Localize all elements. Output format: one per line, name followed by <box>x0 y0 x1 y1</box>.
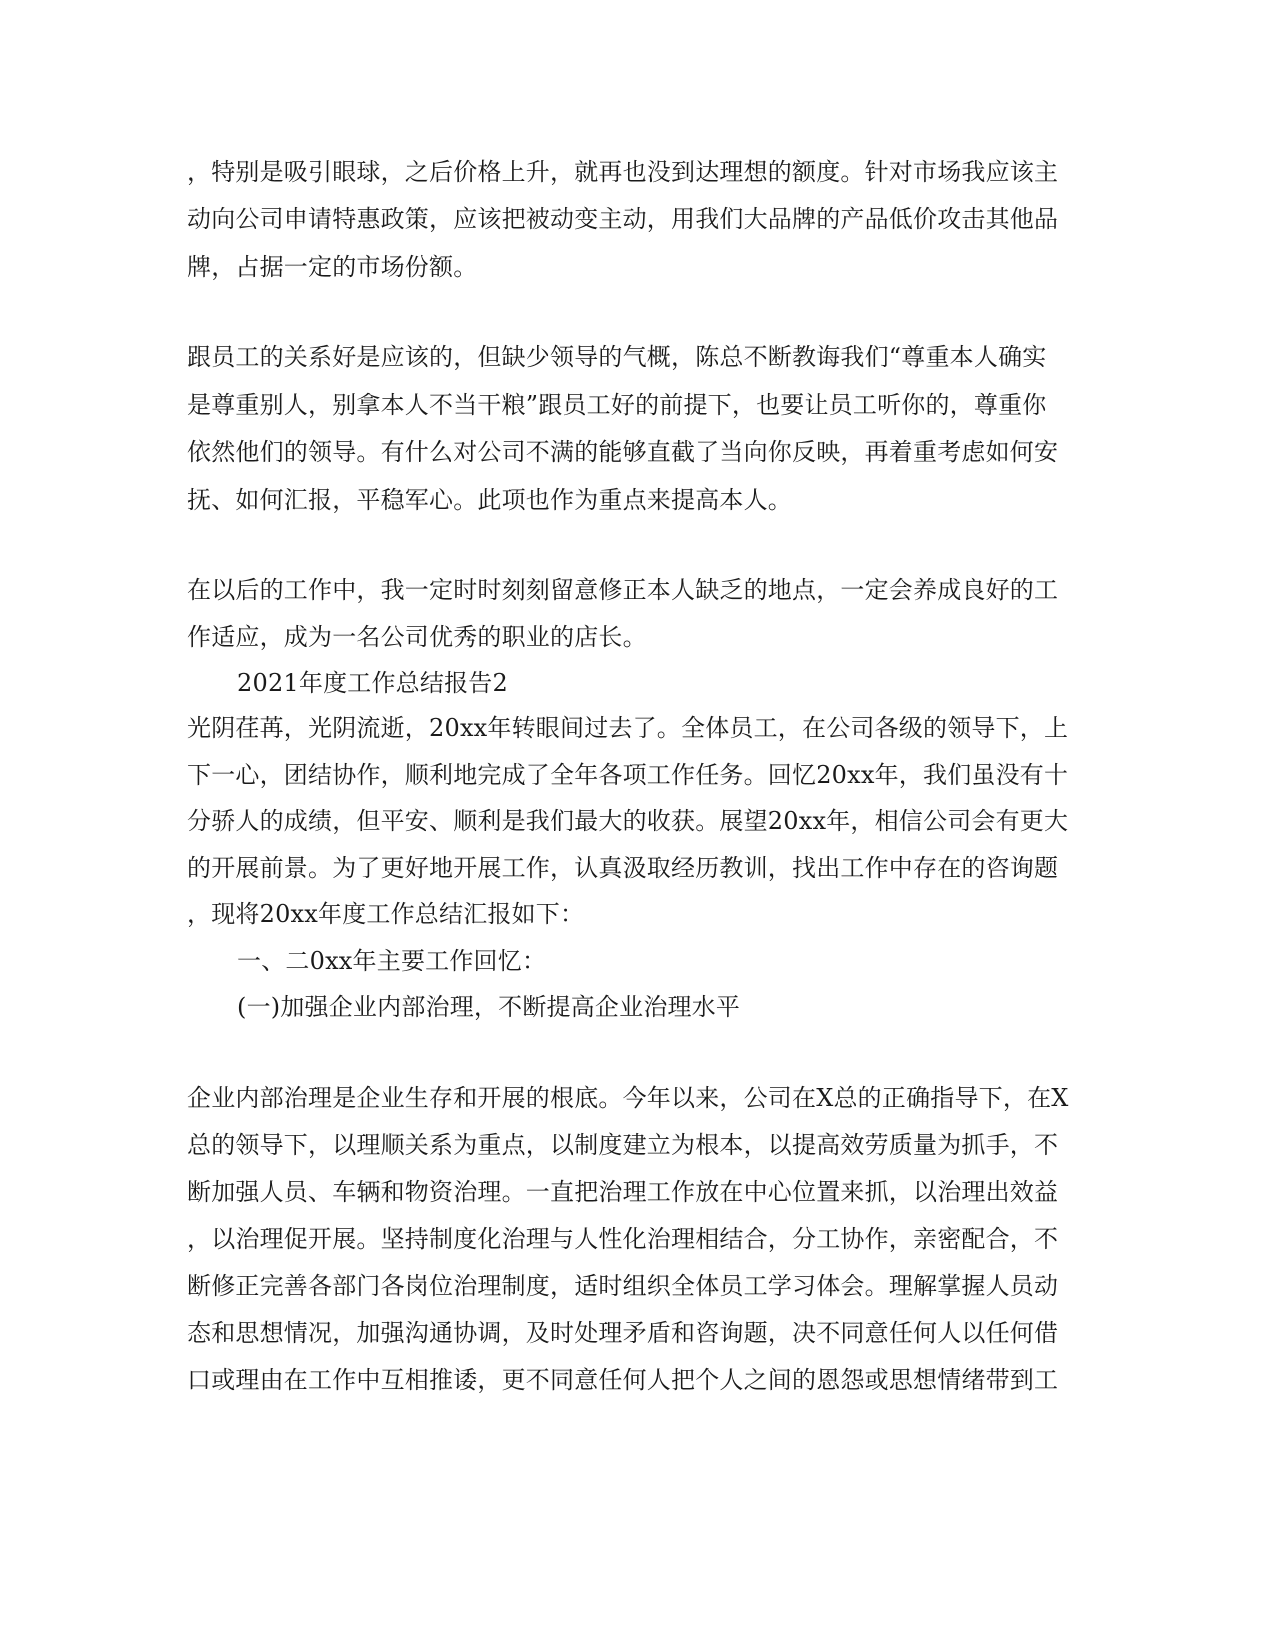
section-title: 一、二0xx年主要工作回忆： <box>237 947 547 975</box>
text-line: ，以治理促开展。坚持制度化治理与人性化治理相结合，分工协作，亲密配合，不 <box>187 1225 1059 1253</box>
text-line: 抚、如何汇报，平稳军心。此项也作为重点来提高本人。 <box>187 486 792 514</box>
text-line: 的开展前景。为了更好地开展工作，认真汲取经历教训，找出工作中存在的咨询题 <box>187 854 1059 882</box>
text-line: 断修正完善各部门各岗位治理制度，适时组织全体员工学习体会。理解掌握人员动 <box>187 1272 1059 1300</box>
text-line: 态和思想情况，加强沟通协调，及时处理矛盾和咨询题，决不同意任何人以任何借 <box>187 1319 1059 1347</box>
text-line: 作适应，成为一名公司优秀的职业的店长。 <box>187 623 647 651</box>
text-line: 牌，占据一定的市场份额。 <box>187 253 478 281</box>
report-heading: 2021年度工作总结报告2 <box>237 669 508 697</box>
text-line: 分骄人的成绩，但平安、顺利是我们最大的收获。展望20xx年，相信公司会有更大 <box>187 807 1069 835</box>
text-line: 在以后的工作中，我一定时时刻刻留意修正本人缺乏的地点，一定会养成良好的工 <box>187 576 1059 604</box>
text-line: 总的领导下，以理顺关系为重点，以制度建立为根本，以提高效劳质量为抓手，不 <box>187 1131 1059 1159</box>
text-line: 动向公司申请特惠政策，应该把被动变主动，用我们大品牌的产品低价攻击其他品 <box>187 205 1059 233</box>
text-line: 光阴荏苒，光阴流逝，20xx年转眼间过去了。全体员工，在公司各级的领导下，上 <box>187 714 1069 742</box>
text-line: 口或理由在工作中互相推诿，更不同意任何人把个人之间的恩怨或思想情绪带到工 <box>187 1366 1059 1394</box>
text-line: 断加强人员、车辆和物资治理。一直把治理工作放在中心位置来抓，以治理出效益 <box>187 1178 1059 1206</box>
text-line: 依然他们的领导。有什么对公司不满的能够直截了当向你反映，再着重考虑如何安 <box>187 438 1059 466</box>
text-line: 下一心，团结协作，顺利地完成了全年各项工作任务。回忆20xx年，我们虽没有十 <box>187 761 1069 789</box>
text-line: ，特别是吸引眼球，之后价格上升，就再也没到达理想的额度。针对市场我应该主 <box>187 158 1059 186</box>
text-line: 企业内部治理是企业生存和开展的根底。今年以来，公司在X总的正确指导下，在X <box>187 1084 1069 1112</box>
text-line: 是尊重别人，别拿本人不当干粮”跟员工好的前提下，也要让员工听你的，尊重你 <box>187 391 1047 419</box>
text-line: 跟员工的关系好是应该的，但缺少领导的气概，陈总不断教诲我们“尊重本人确实 <box>187 343 1047 371</box>
text-line: ，现将20xx年度工作总结汇报如下： <box>187 900 585 928</box>
subsection-title: (一)加强企业内部治理，不断提高企业治理水平 <box>237 993 741 1021</box>
